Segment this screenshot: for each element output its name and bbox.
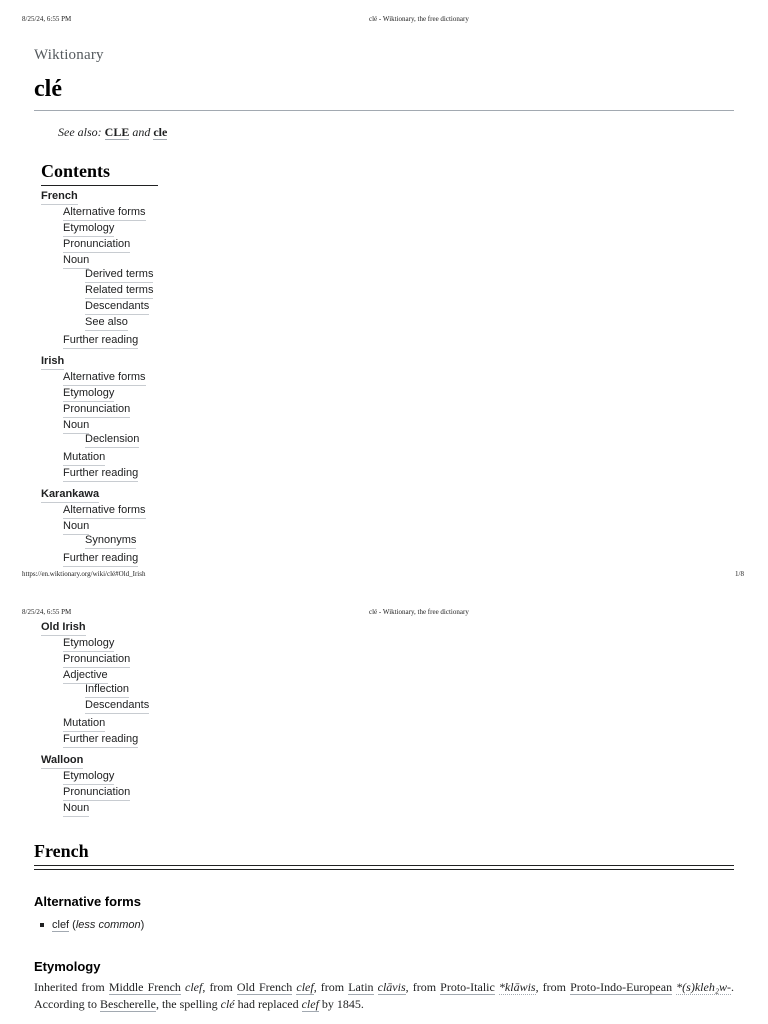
print-title-page2: clé - Wiktionary, the free dictionary xyxy=(369,608,469,616)
etym-term: clé xyxy=(220,997,235,1011)
toc-item[interactable]: Further reading xyxy=(63,552,138,567)
toc-item[interactable]: Walloon xyxy=(41,754,83,769)
toc-item[interactable]: See also xyxy=(85,316,128,331)
etym-link-latin[interactable]: Latin xyxy=(348,980,374,994)
section-rule-top xyxy=(34,865,734,866)
toc-item[interactable]: Old Irish xyxy=(41,621,86,636)
etym-text: had replaced xyxy=(234,997,302,1011)
etym-text: Inherited from xyxy=(34,980,109,994)
toc-item[interactable]: Further reading xyxy=(63,467,138,482)
see-also-link-cle-upper[interactable]: CLE xyxy=(104,125,130,139)
etymology-text xyxy=(34,979,734,1013)
toc-item[interactable]: Pronunciation xyxy=(63,653,130,668)
etym-link-proto-italic[interactable]: Proto-Italic xyxy=(440,980,495,994)
print-datetime: 8/25/24, 6:55 PM xyxy=(22,15,72,23)
toc-item[interactable]: Pronunciation xyxy=(63,403,130,418)
etym-term-link[interactable]: clef xyxy=(296,980,314,994)
alt-form-note: less common xyxy=(75,919,141,931)
print-url: https://en.wiktionary.org/wiki/clé#Old_Irish xyxy=(22,570,146,578)
see-also-link-cle[interactable]: cle xyxy=(153,125,168,139)
etym-term-link[interactable]: *klāwis xyxy=(498,980,536,994)
toc-item[interactable]: Further reading xyxy=(63,733,138,748)
toc-item[interactable]: Further reading xyxy=(63,334,138,349)
etym-text: , from xyxy=(535,980,571,994)
etym-text: . According to xyxy=(34,980,734,1011)
toc-item[interactable]: Derived terms xyxy=(85,268,153,283)
alt-form-paren-open: ( xyxy=(69,919,76,931)
heading-etymology: Etymology xyxy=(34,959,101,974)
bullet-icon xyxy=(40,923,44,927)
print-title: clé - Wiktionary, the free dictionary xyxy=(369,15,469,23)
toc-item[interactable]: Etymology xyxy=(63,387,114,402)
print-page-number: 1/8 xyxy=(735,570,744,578)
see-also-conj: and xyxy=(132,125,151,139)
toc-item[interactable]: Noun xyxy=(63,419,89,434)
toc-item[interactable]: Related terms xyxy=(85,284,153,299)
etym-link-old-french[interactable]: Old French xyxy=(236,980,293,994)
etym-link-middle-french[interactable]: Middle French xyxy=(108,980,181,994)
etym-text: , from xyxy=(202,980,237,994)
etym-term-link[interactable]: clāvis xyxy=(377,980,406,994)
etym-term: clef xyxy=(185,980,203,994)
toc-item[interactable]: Mutation xyxy=(63,717,105,732)
toc-item[interactable]: Adjective xyxy=(63,669,108,684)
toc-rule xyxy=(41,185,158,186)
toc-title: Contents xyxy=(41,161,111,181)
toc-item[interactable]: Pronunciation xyxy=(63,238,130,253)
toc-item[interactable]: French xyxy=(41,190,78,205)
site-name[interactable]: Wiktionary xyxy=(34,47,104,63)
toc-item[interactable]: Alternative forms xyxy=(63,504,146,519)
toc-item[interactable]: Etymology xyxy=(63,770,114,785)
heading-alternative-forms: Alternative forms xyxy=(34,894,141,909)
see-also xyxy=(58,125,167,140)
etym-text: , the spelling xyxy=(155,997,221,1011)
toc-item[interactable]: Karankawa xyxy=(41,488,99,503)
toc-item[interactable]: Mutation xyxy=(63,451,105,466)
etym-term-link[interactable]: *(s)kleh₂w- xyxy=(676,980,731,994)
toc-item[interactable]: Etymology xyxy=(63,637,114,652)
see-also-prefix: See also: xyxy=(58,125,102,139)
etym-link-bescherelle[interactable]: Bescherelle xyxy=(99,997,156,1011)
toc-item[interactable]: Irish xyxy=(41,355,64,370)
toc-item[interactable]: Etymology xyxy=(63,222,114,237)
alt-form-item xyxy=(40,919,144,931)
section-heading-french: French xyxy=(34,841,89,861)
print-datetime-page2: 8/25/24, 6:55 PM xyxy=(22,608,72,616)
etym-text: , from xyxy=(405,980,441,994)
toc-item[interactable]: Alternative forms xyxy=(63,206,146,221)
toc-item[interactable]: Noun xyxy=(63,802,89,817)
page-title: clé xyxy=(34,76,62,102)
alt-form-link-clef[interactable]: clef xyxy=(52,919,70,931)
toc-item[interactable]: Alternative forms xyxy=(63,371,146,386)
toc-item[interactable]: Declension xyxy=(85,433,139,448)
title-rule xyxy=(34,110,734,111)
toc-item[interactable]: Noun xyxy=(63,520,89,535)
toc-item[interactable]: Descendants xyxy=(85,300,149,315)
toc-item[interactable]: Synonyms xyxy=(85,534,136,549)
toc-item[interactable]: Noun xyxy=(63,254,89,269)
toc-item[interactable]: Descendants xyxy=(85,699,149,714)
etym-term-link[interactable]: clef xyxy=(301,997,319,1011)
etym-text: by 1845. xyxy=(318,997,364,1011)
toc-item[interactable]: Pronunciation xyxy=(63,786,130,801)
alt-form-paren-close: ) xyxy=(140,919,145,931)
etym-text: , from xyxy=(313,980,349,994)
section-rule-bottom xyxy=(34,869,734,870)
toc-item[interactable]: Inflection xyxy=(85,683,129,698)
etym-link-proto-indo-european[interactable]: Proto-Indo-European xyxy=(570,980,673,994)
